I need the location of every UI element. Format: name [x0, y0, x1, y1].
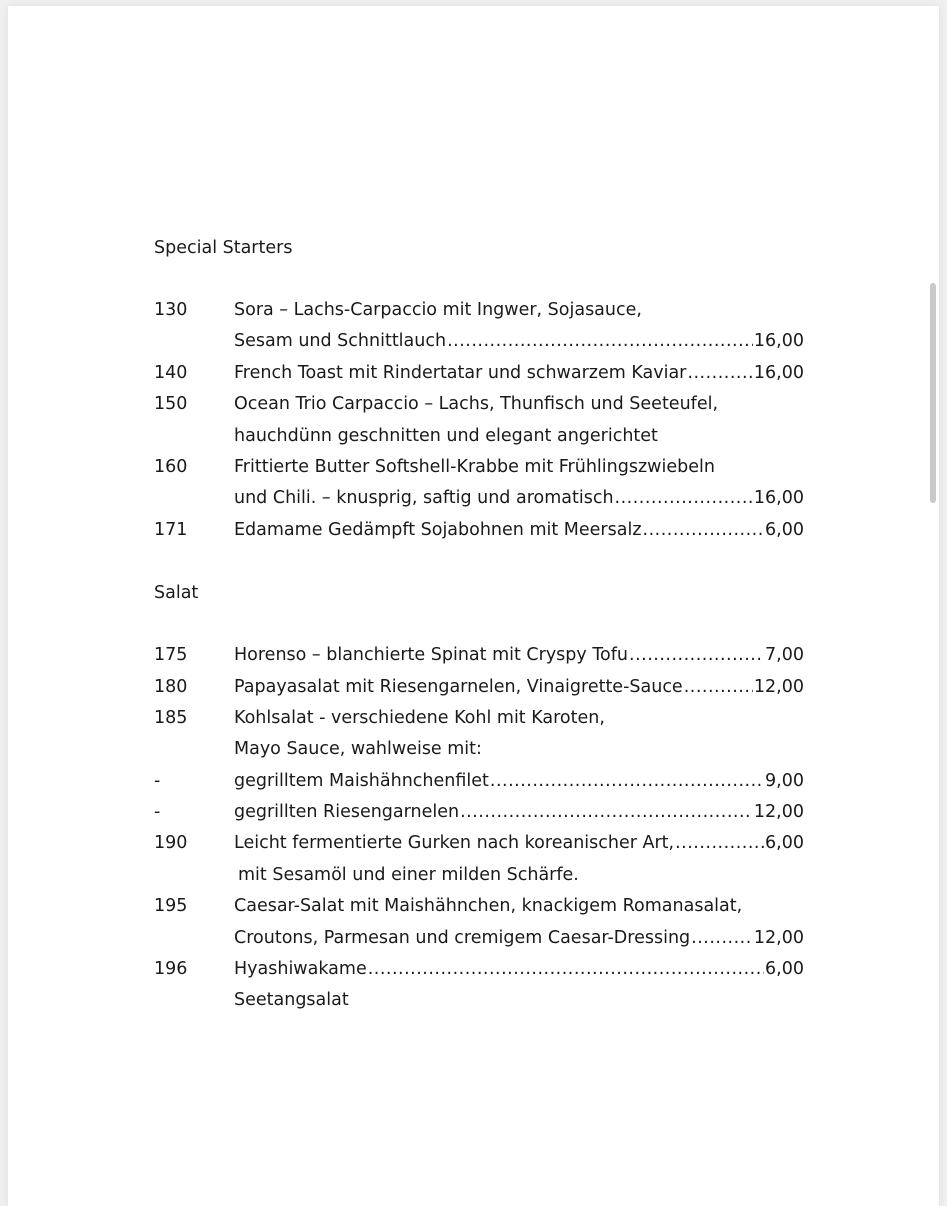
item-description: Frittierte Butter Softshell-Krabbe mit Frühlingszwiebeln — [234, 456, 715, 477]
item-number: 160 — [154, 456, 188, 477]
item-description: Hyashiwakame — [234, 959, 367, 980]
menu-item-160 — [154, 452, 804, 483]
item-number: 185 — [154, 707, 188, 728]
item-number: 195 — [154, 896, 188, 917]
item-description: Mayo Sauce, wahlweise mit: — [234, 739, 482, 760]
menu-item-195 — [154, 891, 804, 922]
menu-item-130-continued — [154, 326, 804, 357]
item-description: Horenso – blanchierte Spinat mit Cryspy Tofu — [234, 645, 628, 666]
item-number: 130 — [154, 300, 188, 320]
menu-item-190-continued — [154, 860, 804, 891]
item-number: 190 — [154, 833, 188, 854]
item-description: Papayasalat mit Riesengarnelen, Vinaigrette-Sauce — [234, 676, 683, 697]
leader-dots — [460, 797, 753, 828]
item-price: 6,00 — [765, 519, 804, 540]
item-description: Sesam und Schnittlauch — [234, 331, 447, 352]
section-title-special-starters: Special Starters — [154, 238, 293, 258]
item-price: 16,00 — [753, 488, 804, 509]
item-description: Croutons, Parmesan und cremigem Caesar-Dressing — [234, 927, 691, 948]
item-description: Kohlsalat - verschiedene Kohl mit Karoten, — [234, 707, 605, 728]
menu-item-195-continued — [154, 923, 804, 954]
menu-item-130 — [154, 295, 804, 326]
item-description: Edamame Gedämpft Sojabohnen mit Meersalz — [234, 519, 642, 540]
menu-item-175 — [154, 640, 804, 671]
menu-content — [154, 232, 804, 1017]
item-description: Sora – Lachs-Carpaccio mit Ingwer, Sojasauce, — [234, 300, 642, 320]
item-price: 6,00 — [765, 959, 804, 980]
menu-item-140 — [154, 358, 804, 389]
menu-option-shrimp — [154, 797, 804, 828]
menu-item-196-continued — [154, 985, 804, 1016]
leader-dots — [691, 923, 753, 954]
item-description: French Toast mit Rindertatar und schwarzem Kaviar — [234, 362, 687, 383]
item-number: 196 — [154, 959, 188, 980]
item-description: mit Sesamöl und einer milden Schärfe. — [238, 864, 579, 885]
item-price: 16,00 — [753, 362, 804, 383]
item-number: - — [154, 770, 161, 791]
item-description: Caesar-Salat mit Maishähnchen, knackigem Romanasalat, — [234, 896, 743, 917]
menu-option-chicken — [154, 766, 804, 797]
menu-item-185-continued — [154, 734, 804, 765]
menu-item-150-continued — [154, 421, 804, 452]
leader-dots — [684, 672, 753, 703]
leader-dots — [675, 828, 764, 859]
scrollbar[interactable] — [930, 283, 936, 503]
menu-item-185 — [154, 703, 804, 734]
item-description: gegrilltem Maishähnchenfilet — [234, 770, 489, 791]
item-number: 150 — [154, 394, 188, 415]
item-description: Ocean Trio Carpaccio – Lachs, Thunfisch und Seeteufel, — [234, 394, 719, 415]
menu-item-190 — [154, 828, 804, 859]
item-price: 12,00 — [753, 927, 804, 948]
item-price: 7,00 — [765, 645, 804, 666]
menu-page — [8, 6, 939, 1206]
item-price: 12,00 — [753, 676, 804, 697]
leader-dots — [615, 483, 753, 514]
section-title-salat: Salat — [154, 583, 199, 604]
item-number: 171 — [154, 519, 188, 540]
item-price: 6,00 — [765, 833, 804, 854]
item-number: - — [154, 802, 161, 823]
item-description: und Chili. – knusprig, saftig und aromatisch — [234, 488, 614, 509]
item-description: Leicht fermentierte Gurken nach koreanischer Art, — [234, 833, 675, 854]
item-price: 16,00 — [753, 331, 804, 352]
item-number: 175 — [154, 645, 188, 666]
menu-item-180 — [154, 672, 804, 703]
menu-item-150 — [154, 389, 804, 420]
item-number: 140 — [154, 362, 188, 383]
leader-dots — [368, 954, 764, 985]
leader-dots — [490, 766, 764, 797]
item-description: Seetangsalat — [234, 990, 349, 1011]
item-description: gegrillten Riesengarnelen — [234, 802, 460, 823]
item-price: 12,00 — [753, 802, 804, 823]
item-description: hauchdünn geschnitten und elegant angerichtet — [234, 425, 658, 446]
menu-item-196 — [154, 954, 804, 985]
item-price: 9,00 — [765, 770, 804, 791]
leader-dots — [447, 326, 753, 357]
item-number: 180 — [154, 676, 188, 697]
leader-dots — [629, 640, 764, 671]
leader-dots — [643, 515, 765, 546]
menu-item-171 — [154, 515, 804, 546]
leader-dots — [687, 358, 753, 389]
menu-item-160-continued — [154, 483, 804, 514]
